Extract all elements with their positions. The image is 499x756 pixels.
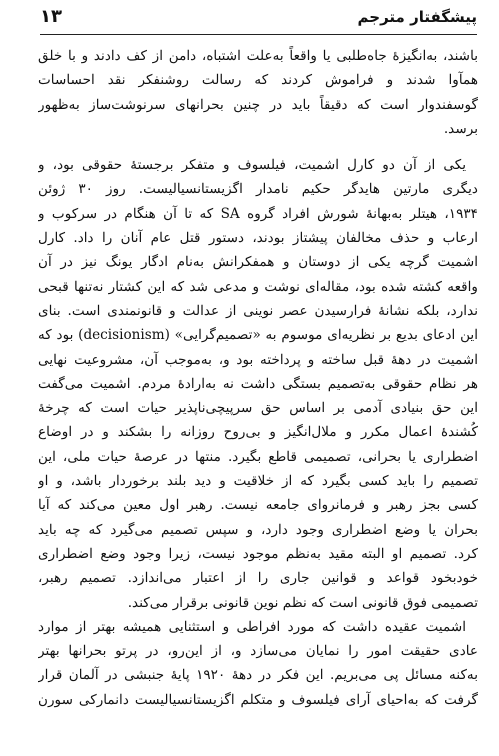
text-line: تصمیم را باید کسی بگیرد که از خلاقیت و دید بلند برخوردار باشد، و او — [38, 473, 478, 490]
text-line: اضطراری یا بحرانی، تصمیمی قاطع بگیرد. منتها در عرصهٔ حیات ملی، این — [38, 448, 478, 465]
running-title: پیشگفتار مترجم — [357, 8, 477, 26]
paragraph — [38, 153, 478, 615]
text-line: ارعاب و حذف مخالفان پیشتاز بودند، دستور قتل عام آنان را داد. کارل — [38, 230, 478, 247]
text-line: اشمیت در دههٔ قبل ساخته و پرداخته بود و، به‌موجب آن، مشروعیت نهایی — [38, 351, 478, 368]
text-line: این حق بنیادی آدمی بر اساس حق سرپیچی‌ناپذیر حیات است که چرخهٔ — [38, 400, 478, 417]
text-line: واقعه کشته شده بود، مقاله‌ای نوشت و مدعی شد که این کشتار نه‌تنها قبحی — [38, 278, 478, 295]
text-line: عادی حقیقت امور را نمایان می‌سازد و، از این‌رو، در پرتو بحرانها بهتر — [38, 643, 478, 660]
page-number: ۱۳ — [40, 6, 62, 27]
text-line: خودبخود قواعد و قوانین جاری را از اعتبار می‌اندازد. تصمیم رهبر، — [38, 570, 478, 587]
text-line: باشند، به‌انگیزهٔ جاه‌طلبی یا واقعاً به‌علت اشتباه، دامن از کف دادند و با خلق — [38, 48, 478, 64]
text-line: ندارد، بلکه نشانهٔ فرارسیدن عصر نوینی از عدالت و قانونمندی است. بنای — [38, 302, 478, 319]
text-line: کُشندهٔ اعمال مکرر و ملال‌انگیز و بی‌روح روزانه را بشکند و در اوضاع — [38, 424, 478, 441]
header-rule — [40, 34, 477, 35]
text-line: یکی از آن دو کارل اشمیت، فیلسوف و متفکر برجستهٔ حقوقی بود، و — [38, 157, 466, 174]
text-line: گرفت که به‌احیای آرای فیلسوف و متکلم اگزیستانسیالیست دانمارکی سورن — [38, 691, 478, 708]
text-line: اشمیت گرچه یکی از دوستان و همفکرانش به‌نام ادگار یونگ نیز در آن — [38, 254, 478, 271]
text-line: کسی بجز رهبر و فرمانروای جامعه نیست. رهبر اول معین می‌کند که آیا — [38, 497, 478, 514]
paragraph-gap — [38, 141, 478, 153]
text-line: تصمیمی فوق قانونی است که نظم نوین قانونی برقرار می‌کند. — [127, 594, 478, 611]
text-line: بحران یا وضع اضطراری وجود دارد، و سپس تصمیم می‌گیرد که چه باید — [38, 521, 478, 538]
text-line: برسد. — [443, 120, 478, 137]
text-line: گوسفندوار است که دقیقاً باید در چنین بحرانهای سرنوشت‌ساز به‌ظهور — [38, 96, 478, 113]
text-line: اشمیت عقیده داشت که مورد افراطی و استثنایی همیشه بهتر از موارد — [38, 618, 466, 635]
text-line: ۱۹۳۴، هیتلر به‌بهانهٔ شورش افراد گروه SA که تا آن هنگام در سرکوب و — [38, 205, 478, 222]
text-line: کرد. تصمیم او البته مقید به‌نظم موجود نیست، زیرا وجود وضع اضطراری — [38, 545, 478, 562]
paragraph — [38, 44, 478, 141]
text-line: همآوا شدند و فراموش کردند که رسالت روشنفکر نقد احساسات — [38, 72, 478, 89]
text-line: هر نظام حقوقی به‌تصمیم بستگی داشت نه به‌ارادهٔ مردم. اشمیت می‌گفت — [38, 375, 478, 392]
page-header — [40, 6, 477, 36]
text-line: این ادعای بدیع بر نظریه‌ای موسوم به «تصمیم‌گرایی» (decisionism) بود که — [38, 327, 478, 344]
paragraph — [38, 615, 478, 712]
text-line: به‌کنه مسائل پی می‌بریم. این فکر در دههٔ ۱۹۲۰ پایهٔ جنبشی در آلمان قرار — [38, 667, 478, 684]
text-line: دیگری مارتین هایدگر حکیم نامدار اگزیستانسیالیست. روز ۳۰ ژوئن — [38, 181, 478, 198]
page-body — [38, 44, 478, 712]
